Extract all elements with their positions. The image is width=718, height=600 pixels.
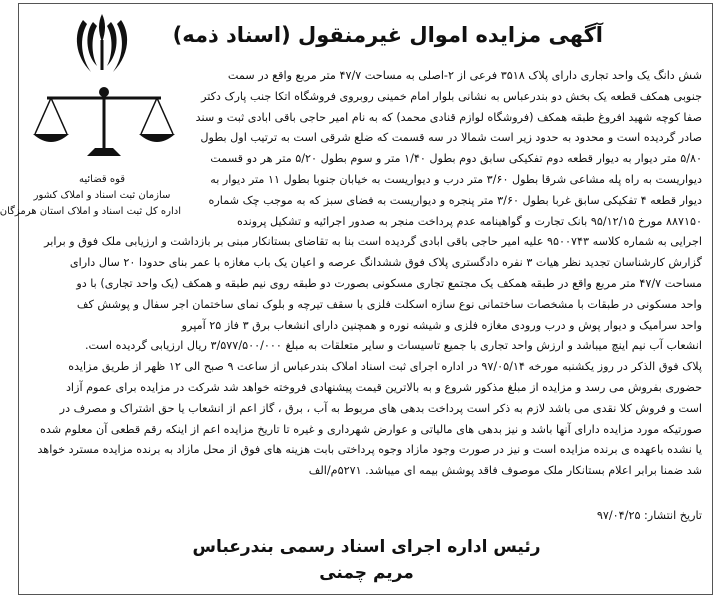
body-line: واحد سرامیک و دیوار پوش و درب ورودی مغازه فلزی و شیشه نوره و همچنین دارای انشعاب برق ۳ فاز ۲۵ آمپرو (181, 318, 702, 332)
publication-date: تاریخ انتشار: ۹۷/۰۴/۲۵ (596, 509, 702, 522)
body-line: واحد مسکونی در طبقات با مشخصات ساختمانی نوع سازه اسکلت فلزی با سقف تیرچه و بلوک نمای ساختمان اجر سفال و پوشش کف (76, 297, 702, 311)
org-line: قوه قضائیه (78, 174, 126, 185)
body-line: شش دانگ یک واحد تجاری دارای پلاک ۳۵۱۸ فرعی از ۲-اصلی به مساحت ۴۷/۷ متر مربع واقع در سمت (227, 69, 702, 82)
body-line: صفا کوچه شهید افروغ طبقه همکف (فروشگاه لوازم قنادی محمد) که به نام امیر حاجی باقی ابادی ثبت و سند (195, 110, 702, 124)
body-line: انشعاب آب نیم اینچ میباشد و ارزش واحد تجاری با جمیع تاسیسات و سایر متعلقات به مبلغ ۳/۵۷۷/۵۰۰/۰۰۰ ریال ارزیابی گردیده است. (85, 339, 702, 353)
org-line: اداره کل ثبت اسناد و املاک استان هرمزگان (0, 206, 181, 217)
signature-title: رئیس اداره اجرای اسناد رسمی بندرعباس (192, 537, 541, 557)
body-line: دیوار قطعه ۴ تفکیکی سابق غربا بطول ۳/۶۰ متر پنجره و دیواریست به فضای سبز که به موجب چک شماره (208, 193, 702, 207)
body-line: جنوبی همکف قطعه یک بخش دو بندرعباس به نشانی بلوار امام خمینی روبروی فروشگاه اتکا جنب پارک دکتر (201, 89, 702, 103)
body-line: شد ضمنا برابر اعلام بستانکار ملک موصوف فاقد پوشش بیمه ای میباشد. ۵۲۷۱م/الف (308, 464, 702, 478)
body-line: است و فروش کلا نقدی می باشد لازم به ذکر است پرداخت بدهی های مربوط به آب ، برق ، گاز اعم از انشعاب یا حق اشتراک و مصرف در (59, 401, 702, 415)
body-line: ۵/۸۰ متر دیوار به دیوار قطعه دوم تفکیکی سابق دوم بطول ۱/۴۰ متر و سوم بطول ۵/۲۰ متر هر دو قسمت (210, 152, 702, 166)
body-line: دیواریست به راه پله مشاعی شرقا بطول ۳/۶۰ متر درب و دیواریست به خیابان جنوبا بطول ۱۱ متر دیوار به (210, 172, 702, 186)
body-line: اجرایی به شماره کلاسه ۹۵۰۰۷۴۳ علیه امیر حاجی باقی ابادی گردیده است بنا به تقاضای بستانکار مبنی بر بازداشت و ارزیابی ملک فوق و برابر (44, 235, 702, 249)
body-line: ۸۸۷۱۵۰ مورخ ۹۵/۱۲/۱۵ بانک تجارت و گواهینامه عدم پرداخت منجر به صدور اجرائیه و تشکیل پرونده (236, 214, 702, 228)
body-line: گزارش کارشناسان تجدید نظر هیات ۳ نفره دادگستری پلاک فوق ششدانگ عرصه و اعیان یک باب مغازه با عمر بنای حدودا ۲۰ سال دارای (69, 256, 702, 270)
body-line: صورتیکه مورد مزایده دارای آنها باشد و نیز بدهی های مالیاتی و عوارض شهرداری و غیره تا تاریخ مزایده اعم از اینکه رقم قطعی آن معلوم شده (40, 422, 702, 436)
body-line: پلاک فوق الذکر در روز یکشنبه مورخه ۹۷/۰۵/۱۴ در اداره اجرای ثبت اسناد املاک بندرعباس از ساعت ۹ صبح الی ۱۲ ظهر از طریق مزایده (68, 360, 702, 374)
body-line: حضوری بفروش می رسد و مزایده از مبلغ مذکور شروع و به بالاترین قیمت پیشنهادی فروخته خواهد شد شرکت در مزایده برای عموم آزاد (65, 380, 702, 394)
body-line: یا نشده باعهده ی برنده مزایده است و نیز در صورت وجود مازاد وجوه پرداختی بابت هزینه های فوق از محل مازاد به برنده مزایده مسترد خواهد (37, 443, 702, 457)
signature-name: مریم چمنی (319, 563, 414, 583)
org-line: سازمان ثبت اسناد و املاک کشور (33, 190, 171, 201)
body-line: مساحت ۴۷/۷ متر مربع واقع در طبقه همکف یک مجتمع تجاری مسکونی بصورت دو طبقه روی نیم طبقه و همکف (یک واحد تجاری) با دو (76, 276, 702, 290)
notice-body (27, 66, 702, 482)
body-line: صادر گردیده است و محدود به حدود زیر است شمالا در سه قسمت که ضلع شرقی است به ترتیب اول بطول (200, 131, 702, 145)
notice-title: آگهی مزایده اموال غیرمنقول (اسناد ذمه) (172, 23, 603, 47)
